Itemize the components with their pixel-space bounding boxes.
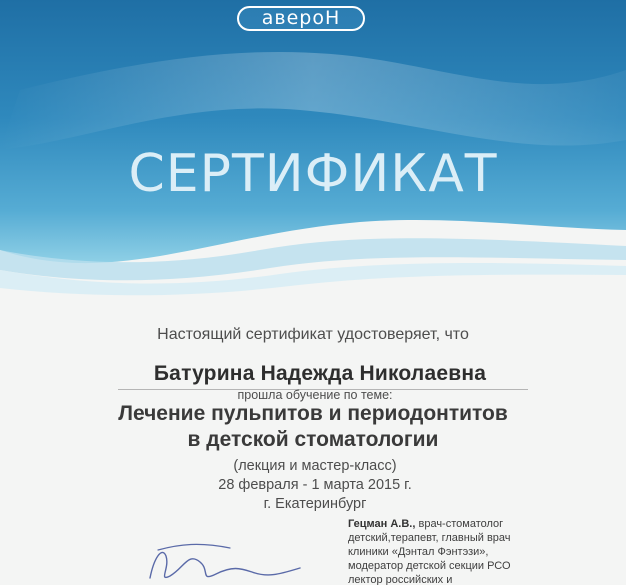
handwritten-signature	[140, 538, 320, 585]
course-format: (лекция и мастер-класс)	[233, 458, 397, 474]
brand-logo: авероН	[237, 6, 365, 31]
signer-info	[348, 517, 548, 585]
certificate-title: СЕРТИФИКАТ	[128, 144, 498, 204]
signer-name: Гецман А.В.,	[348, 518, 416, 530]
course-topic-line1: Лечение пульпитов и периодонтитов	[118, 402, 508, 425]
course-topic-line2: в детской стоматологии	[187, 428, 439, 451]
signer-line5: лектор российских и	[348, 574, 453, 585]
signer-line2: детский,терапевт, главный врач	[348, 532, 511, 544]
passed-training-text: прошла обучение по теме:	[237, 388, 393, 402]
signer-title: врач-стоматолог	[415, 518, 504, 530]
signer-line3: клиники «Дэнтал Фэнтэзи»,	[348, 546, 489, 558]
course-dates: 28 февраля - 1 марта 2015 г.	[218, 477, 412, 493]
signer-line4: модератор детской секции РСО	[348, 560, 511, 572]
intro-text: Настоящий сертификат удостоверяет, что	[157, 326, 469, 343]
course-city: г. Екатеринбург	[263, 496, 367, 512]
recipient-name: Батурина Надежда Николаевна	[153, 362, 487, 385]
